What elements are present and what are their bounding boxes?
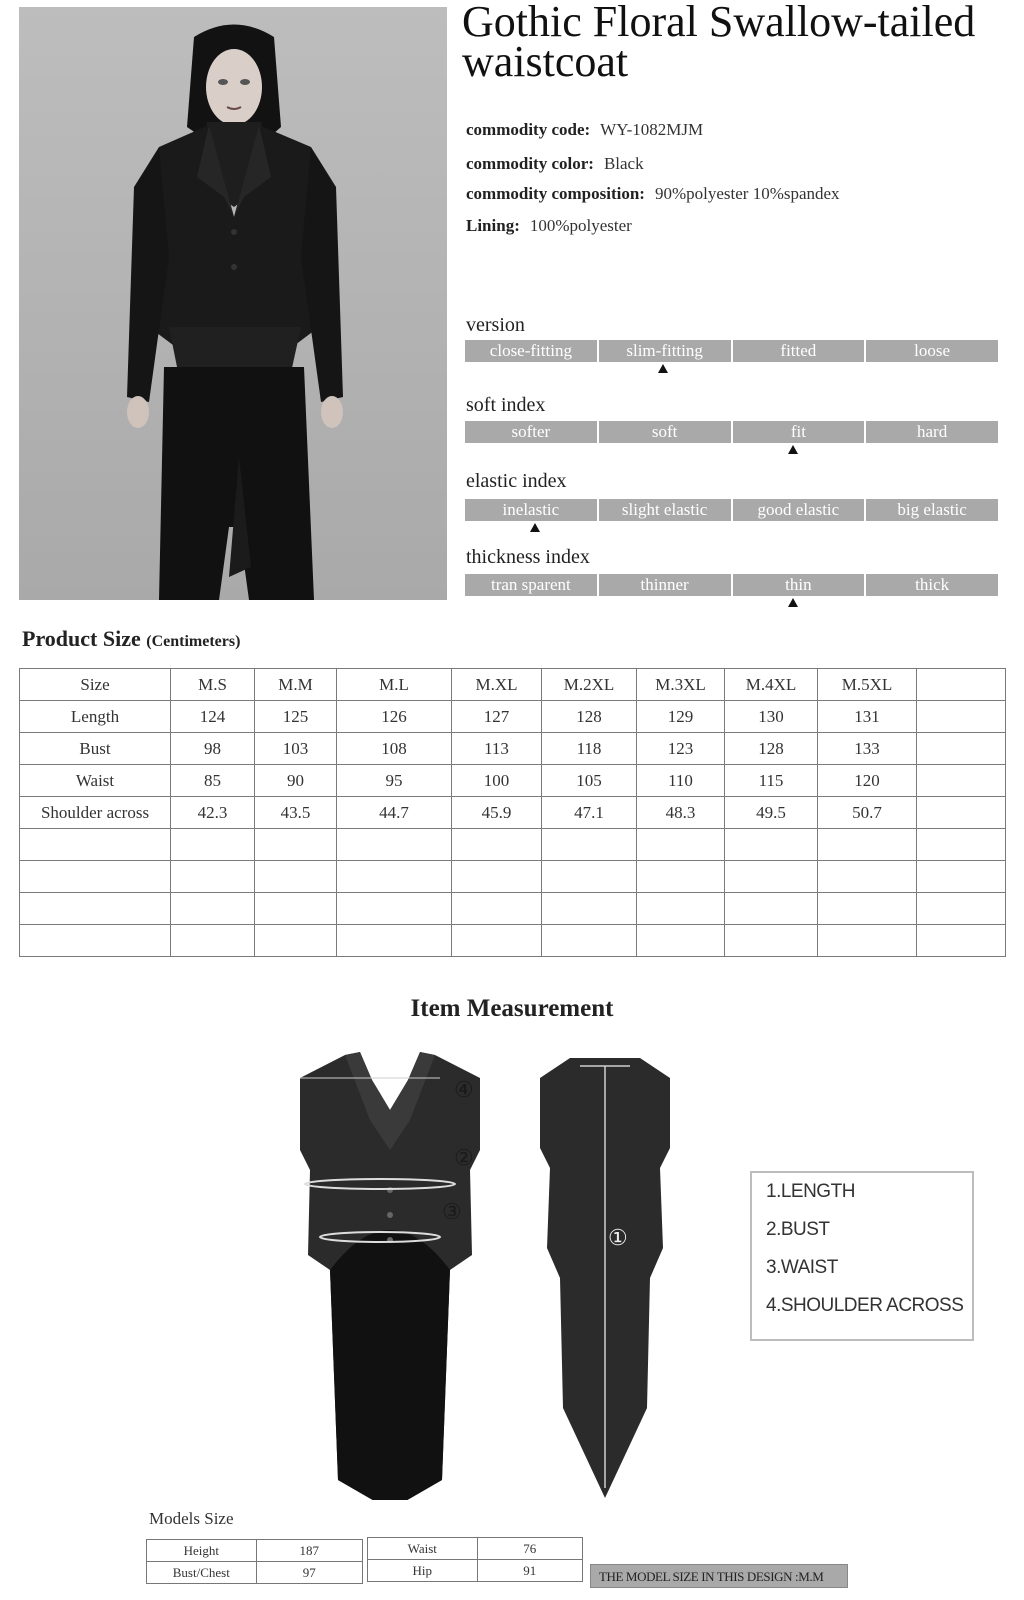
table-cell: 120: [818, 765, 917, 797]
spec-label: commodity composition:: [466, 184, 645, 203]
elastic-selected-marker: [530, 523, 540, 532]
product-size-heading: [22, 626, 240, 652]
vest-front-diagram: [290, 1040, 490, 1500]
length-marker: ①: [608, 1226, 628, 1251]
table-row: [368, 1560, 583, 1582]
spec-lining: [466, 216, 632, 236]
table-row: [147, 1540, 363, 1562]
header-cell: M.S: [171, 669, 255, 701]
elastic-option: good elastic: [733, 499, 865, 521]
elastic-option: inelastic: [465, 499, 597, 521]
legend-item: 1.LENGTH: [766, 1181, 855, 1202]
table-row: [20, 765, 1006, 797]
table-cell: 90: [255, 765, 337, 797]
table-cell: Waist: [368, 1538, 478, 1560]
table-cell: [542, 893, 637, 925]
product-size-unit: (Centimeters): [146, 633, 241, 650]
table-cell: 100: [452, 765, 542, 797]
table-cell: [637, 829, 725, 861]
product-photo: [19, 7, 447, 600]
table-row: [147, 1562, 363, 1584]
table-cell: [917, 797, 1006, 829]
legend-item: 4.SHOULDER ACROSS: [766, 1295, 964, 1316]
bust-marker: ②: [454, 1146, 474, 1171]
version-option: close-fitting: [465, 340, 597, 362]
table-cell: 125: [255, 701, 337, 733]
spec-commodity-color: [466, 154, 644, 174]
spec-commodity-code: [466, 120, 703, 140]
table-cell: [637, 925, 725, 957]
soft-option: softer: [465, 421, 597, 443]
table-cell: 103: [255, 733, 337, 765]
table-cell: [542, 861, 637, 893]
table-cell: [917, 861, 1006, 893]
table-cell: 129: [637, 701, 725, 733]
header-cell: M.5XL: [818, 669, 917, 701]
table-cell: 128: [542, 701, 637, 733]
table-cell: [452, 925, 542, 957]
table-cell: [171, 925, 255, 957]
table-cell: [725, 829, 818, 861]
table-cell: [20, 829, 171, 861]
table-row: [20, 893, 1006, 925]
table-row: [20, 861, 1006, 893]
table-cell: [917, 829, 1006, 861]
product-size-title: Product Size: [22, 626, 141, 651]
table-cell: 131: [818, 701, 917, 733]
version-bar: [465, 340, 998, 362]
table-cell: 115: [725, 765, 818, 797]
thickness-option: thick: [866, 574, 998, 596]
table-cell: 113: [452, 733, 542, 765]
table-cell: 85: [171, 765, 255, 797]
shoulder-marker: ④: [454, 1078, 474, 1103]
product-title: Gothic Floral Swallow-tailed waistcoat: [462, 0, 976, 86]
table-cell: 43.5: [255, 797, 337, 829]
version-option: slim-fitting: [599, 340, 731, 362]
row-label: Bust: [20, 733, 171, 765]
measurement-legend: [750, 1171, 974, 1341]
row-label: Length: [20, 701, 171, 733]
table-cell: [818, 925, 917, 957]
table-cell: 110: [637, 765, 725, 797]
row-label: Waist: [20, 765, 171, 797]
table-cell: [255, 861, 337, 893]
table-cell: [725, 925, 818, 957]
item-measurement-heading: Item Measurement: [410, 995, 614, 1022]
table-cell: 76: [477, 1538, 582, 1560]
header-cell: M.3XL: [637, 669, 725, 701]
table-cell: 49.5: [725, 797, 818, 829]
table-cell: [637, 893, 725, 925]
table-cell: [542, 925, 637, 957]
table-cell: Bust/Chest: [147, 1562, 257, 1584]
header-cell: M.M: [255, 669, 337, 701]
soft-index-title: soft index: [466, 394, 546, 416]
table-cell: [255, 925, 337, 957]
models-table-right: [367, 1537, 583, 1582]
soft-selected-marker: [788, 445, 798, 454]
table-cell: 108: [337, 733, 452, 765]
table-cell: [337, 829, 452, 861]
table-cell: 123: [637, 733, 725, 765]
table-cell: [725, 861, 818, 893]
table-cell: 48.3: [637, 797, 725, 829]
table-cell: [818, 893, 917, 925]
thickness-selected-marker: [788, 598, 798, 607]
size-table-header: [20, 669, 1006, 701]
version-option: fitted: [733, 340, 865, 362]
table-cell: 126: [337, 701, 452, 733]
thickness-index-title: thickness index: [466, 546, 590, 568]
table-cell: [917, 733, 1006, 765]
version-selected-marker: [658, 364, 668, 373]
table-cell: [20, 925, 171, 957]
thickness-option: thinner: [599, 574, 731, 596]
table-cell: 42.3: [171, 797, 255, 829]
table-cell: 124: [171, 701, 255, 733]
table-cell: 128: [725, 733, 818, 765]
version-title: version: [466, 314, 525, 336]
table-cell: [818, 861, 917, 893]
table-cell: Height: [147, 1540, 257, 1562]
table-row: [368, 1538, 583, 1560]
soft-option: soft: [599, 421, 731, 443]
table-cell: [452, 861, 542, 893]
thickness-index-bar: [465, 574, 998, 596]
table-cell: 105: [542, 765, 637, 797]
table-row: [20, 797, 1006, 829]
table-cell: [20, 861, 171, 893]
table-cell: 97: [256, 1562, 362, 1584]
elastic-option: slight elastic: [599, 499, 731, 521]
header-cell: M.XL: [452, 669, 542, 701]
header-cell: Size: [20, 669, 171, 701]
spec-value: 100%polyester: [529, 216, 632, 235]
table-cell: [337, 925, 452, 957]
row-label: Shoulder across: [20, 797, 171, 829]
spec-label: Lining:: [466, 216, 520, 235]
table-cell: [452, 893, 542, 925]
table-cell: [917, 765, 1006, 797]
thickness-option: tran sparent: [465, 574, 597, 596]
spec-label: commodity code:: [466, 120, 591, 139]
table-cell: [171, 829, 255, 861]
spec-value: WY-1082MJM: [600, 120, 704, 139]
spec-commodity-composition: [466, 184, 840, 204]
table-cell: 44.7: [337, 797, 452, 829]
model-size-note: THE MODEL SIZE IN THIS DESIGN :M.M: [590, 1564, 848, 1588]
header-cell: M.L: [337, 669, 452, 701]
legend-item: 3.WAIST: [766, 1257, 838, 1278]
table-cell: 118: [542, 733, 637, 765]
table-row: [20, 733, 1006, 765]
header-cell: M.2XL: [542, 669, 637, 701]
elastic-option: big elastic: [866, 499, 998, 521]
table-cell: 133: [818, 733, 917, 765]
soft-option: hard: [866, 421, 998, 443]
table-cell: 45.9: [452, 797, 542, 829]
table-cell: [725, 893, 818, 925]
spec-value: Black: [603, 154, 644, 173]
elastic-index-bar: [465, 499, 998, 521]
spec-label: commodity color:: [466, 154, 594, 173]
table-cell: [917, 893, 1006, 925]
table-row: [20, 925, 1006, 957]
table-cell: 127: [452, 701, 542, 733]
table-cell: [917, 701, 1006, 733]
table-cell: 130: [725, 701, 818, 733]
version-option: loose: [866, 340, 998, 362]
table-cell: 50.7: [818, 797, 917, 829]
table-cell: [542, 829, 637, 861]
table-cell: [818, 829, 917, 861]
thickness-option: thin: [733, 574, 865, 596]
table-row: [20, 829, 1006, 861]
table-cell: [637, 861, 725, 893]
table-cell: 47.1: [542, 797, 637, 829]
models-size-title: Models Size: [149, 1509, 234, 1528]
table-cell: [255, 893, 337, 925]
table-row: [20, 701, 1006, 733]
waist-marker: ③: [442, 1200, 462, 1225]
table-cell: [255, 829, 337, 861]
table-cell: [171, 893, 255, 925]
table-cell: [452, 829, 542, 861]
size-table: [19, 668, 1006, 957]
table-cell: [20, 893, 171, 925]
spec-value: 90%polyester 10%spandex: [654, 184, 840, 203]
table-cell: [337, 861, 452, 893]
elastic-index-title: elastic index: [466, 470, 567, 492]
table-cell: 91: [477, 1560, 582, 1582]
models-table-left: [146, 1539, 363, 1584]
vest-back-diagram: [535, 1048, 675, 1498]
table-cell: [171, 861, 255, 893]
table-cell: [337, 893, 452, 925]
soft-index-bar: [465, 421, 998, 443]
header-cell: M.4XL: [725, 669, 818, 701]
table-cell: 95: [337, 765, 452, 797]
legend-item: 2.BUST: [766, 1219, 830, 1240]
table-cell: 98: [171, 733, 255, 765]
soft-option: fit: [733, 421, 865, 443]
table-cell: Hip: [368, 1560, 478, 1582]
header-cell: [917, 669, 1006, 701]
table-cell: 187: [256, 1540, 362, 1562]
table-cell: [917, 925, 1006, 957]
